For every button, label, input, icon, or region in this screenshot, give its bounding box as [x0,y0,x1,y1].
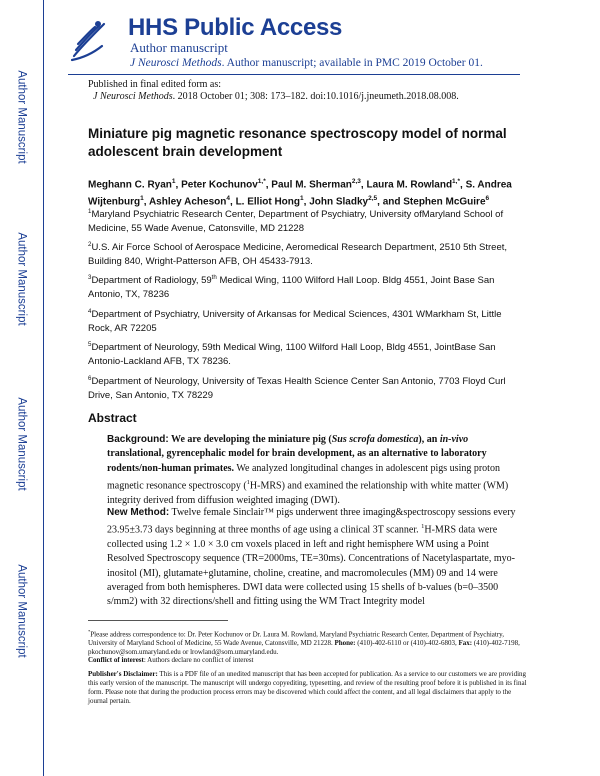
author: Peter Kochunov [181,179,258,191]
affiliation: $^6$Department of Neurology, University of Texas Health Science Center San Antonio, 7703 Floyd Curl Drive, San Antonio, TX 78229 [88,375,506,402]
header-citation: J Neurosci Methods. Author manuscript; available in PMC 2019 October 01. [130,57,483,69]
publisher-disclaimer: Publisher's Disclaimer: This is a PDF file of an unedited manuscript that has been accepted for publication. As a service to our customers we are providing this early version of the manuscript. The manuscript will undergo copyediting, typesetting, and review of the resulting proof before it is published in its final form. Please note that during the production process errors may be discovered which could affect the content, and all legal disclaimers that apply to the journal pertain. [88,670,527,705]
abstract-new-method: New Method: Twelve female Sinclair™ pigs underwent three imaging&spectroscopy sessions every 23.95±3.73 days beginning at three months of age using a clinical 3T scanner. $^1$H-MRS data were collected using 1.2 × 1.0 × 3.0 cm voxels placed in left and right hemisphere WM using a Point Resolved Spectroscopy sequence (TR=2000ms, TE=30ms). Concentrations of Nacetylaspartate, myo-inositol (MI), glutamate+glutamine, choline, creatine, and macromolecules (MM) 09 and 14 were averaged from both hemispheres. DWI data were collected using 15 shells of b-values (b=0–3500 s/mm2) with 32 directions/shell and fitting using the WM Tract Integrity model [107,507,516,608]
author: Ashley Acheson [148,196,227,208]
footnote-rule [88,620,228,621]
header-rule [68,74,520,75]
abstract-heading: Abstract [88,411,137,425]
author: S. Andrea Wijtenburg [88,179,512,208]
sidebar-label: Author Manuscript [16,397,29,491]
author: Paul M. Sherman [271,179,352,191]
conflict-footnote: Conflict of interest: Authors declare no conflict of interest [88,656,254,664]
sidebar-divider [43,0,44,776]
affiliation: $^2$U.S. Air Force School of Aerospace Medicine, Aeromedical Research Department, 2510 5th Street, Building 840, Wright-Patterson AFB, OH 45433-7913. [88,241,508,268]
sidebar-label: Author Manuscript [16,564,29,658]
sidebar-label: Author Manuscript [16,70,29,164]
sidebar-label: Author Manuscript [16,232,29,326]
author: Meghann C. Ryan [88,179,172,191]
abstract-background: Background: We are developing the miniature pig (Sus scrofa domestica), an in-vivo translational, gyrencephalic model for brain development, as an alternative to laboratory rodents/non-human primates. We analyzed longitudinal changes in adolescent pigs using proton magnetic resonance spectroscopy ($^1$H-MRS) and examined the relationship with white matter (WM) integrity derived from diffusion weighted imaging (DWI). [107,434,509,506]
author: L. Elliot Hong [235,196,300,208]
author: Stephen McGuire [403,196,486,208]
affiliation: $^5$Department of Neurology, 59th Medical Wing, 1100 Wilford Hall Loop, Bldg 4551, JointBase San Antonio-Lackland AFB, TX 78236. [88,341,496,368]
published-citation: J Neurosci Methods. 2018 October 01; 308: 173–182. doi:10.1016/j.jneumeth.2018.08.008. [93,91,459,102]
author: John Sladky [309,196,369,208]
header-subtitle: Author manuscript [130,40,228,55]
published-label: Published in final edited form as: [88,79,222,90]
hhs-title: HHS Public Access [128,14,343,41]
author-list: Meghann C. Ryan$^1$, Peter Kochunov$^{1,*}$, Paul M. Sherman$^{2,3}$, Laura M. Rowland$^{1,*}$, S. Andrea Wijtenburg$^1$, Ashley Acheson$^4$, L. Elliot Hong$^1$, John Sladky$^{2,5}$, and Stephen McGuire$^6$ [88,178,512,208]
affiliation: $^1$Maryland Psychiatric Research Center, Department of Psychiatry, University ofMaryland School of Medicine, 55 Wade Avenue, Catonsville, MD 21228 [88,208,504,235]
correspondence-footnote: *Please address correspondence to: Dr. Peter Kochunov or Dr. Laura M. Rowland, Maryland Psychiatric Research Center, Department of Psychiatry, University of Maryland School of Medicine, 55 Wade Avenue, Catonsville, MD 21228. Phone: (410)-402-6110 or (410)-402-6803, Fax: (410)-402-7198, pkochunov@som.umaryland.edu or lrowland@som.umaryland.edu. [88,629,520,657]
article-title: Miniature pig magnetic resonance spectroscopy model of normal adolescent brain development [88,126,507,159]
author: Laura M. Rowland [366,179,453,191]
hhs-eagle-logo-icon [68,16,108,64]
affiliation: $^4$Department of Psychiatry, University of Arkansas for Medical Sciences, 4301 WMarkham St, Little Rock, AR 72205 [88,308,502,335]
affiliation: $^3$Department of Radiology, 59th Medical Wing, 1100 Wilford Hall Loop. Bldg 4551, Joint Base San Antonio, TX, 78236 [88,274,495,301]
